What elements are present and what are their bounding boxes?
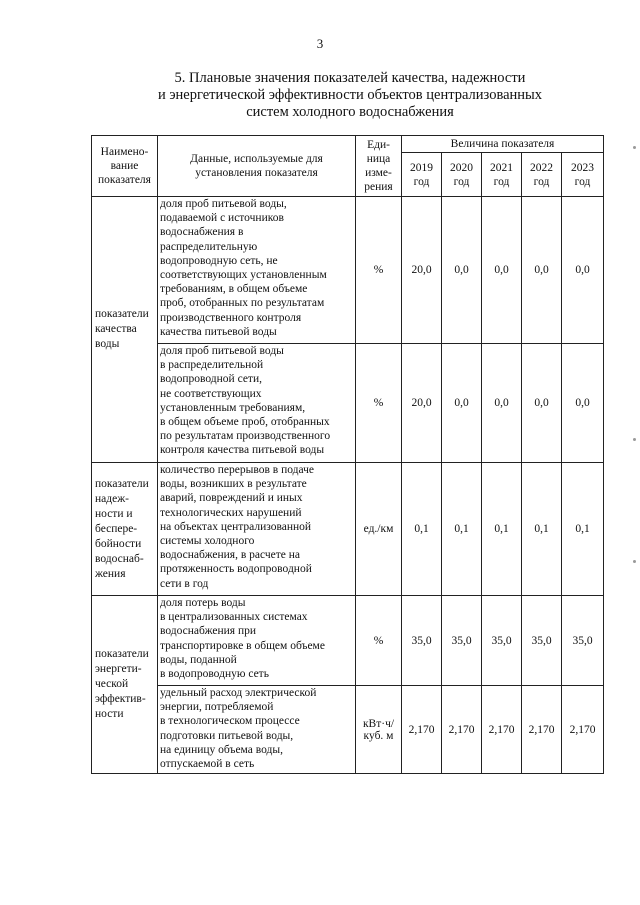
row-description: доля проб питьевой воды в распределительной водопроводной сети, не соответствующих установленным требованиям, в общем объеме проб, отобранных по результатам производственного контроля качества питьевой воды [158,344,356,463]
value-cell: 20,0 [402,344,442,463]
value-cell: 0,1 [562,463,604,596]
row-unit: % [356,197,402,344]
value-cell: 2,170 [482,686,522,774]
category-energy: показатели энергети- ческой эффектив- ности [92,596,158,774]
value-cell: 20,0 [402,197,442,344]
row-description: количество перерывов в подаче воды, возникших в результате аварий, повреждений и иных технологических нарушений на объектах централизованной системы холодного водоснабжения, в расчете на протяженность водопроводной сети в год [158,463,356,596]
scan-speck [633,560,636,563]
category-quality: показатели качества воды [92,197,158,463]
row-description: удельный расход электрической энергии, потребляемой в технологическом процессе подготовки питьевой воды, на единицу объема воды, отпускаемой в сеть [158,686,356,774]
table-row [92,686,604,774]
scan-speck [633,438,636,441]
value-cell: 0,0 [562,344,604,463]
header-year: 2023 год [562,153,604,197]
value-cell: 0,1 [482,463,522,596]
header-year: 2019 год [402,153,442,197]
value-cell: 35,0 [402,596,442,686]
header-year: 2022 год [522,153,562,197]
page-number: 3 [316,36,324,51]
value-cell: 0,0 [562,197,604,344]
value-cell: 35,0 [442,596,482,686]
header-year: 2021 год [482,153,522,197]
header-value-group: Величина показателя [402,136,604,153]
value-cell: 0,1 [522,463,562,596]
header-data-column: Данные, используемые для установления показателя [158,136,356,197]
value-cell: 0,0 [482,197,522,344]
table-row [92,596,604,686]
value-cell: 2,170 [442,686,482,774]
value-cell: 0,0 [522,197,562,344]
row-description: доля потерь воды в централизованных системах водоснабжения при транспортировке в общем объеме воды, поданной в водопроводную сеть [158,596,356,686]
header-year: 2020 год [442,153,482,197]
value-cell: 0,0 [442,197,482,344]
table-row [92,197,604,344]
value-cell: 2,170 [562,686,604,774]
indicators-table [91,135,604,774]
row-unit: % [356,344,402,463]
title-line: и энергетической эффективности объектов централизованных [157,87,543,103]
value-cell: 0,1 [442,463,482,596]
category-reliability: показатели надеж- ности и беспере- бойности водоснаб- жения [92,463,158,596]
title-line: 5. Плановые значения показателей качества, надежности [174,70,526,86]
header-unit-column: Еди- ница изме- рения [356,136,402,197]
row-unit: ед./км [356,463,402,596]
title-line: систем холодного водоснабжения [246,104,454,120]
value-cell: 0,0 [442,344,482,463]
table-row [92,344,604,463]
value-cell: 2,170 [522,686,562,774]
value-cell: 0,0 [482,344,522,463]
header-name-column: Наимено- вание показателя [92,136,158,197]
row-description: доля проб питьевой воды, подаваемой с источников водоснабжения в распределительную водопроводную сеть, не соответствующих установленным требованиям, в общем объеме проб, отобранных по результатам производственного контроля качества питьевой воды [158,197,356,344]
row-unit: % [356,596,402,686]
value-cell: 35,0 [482,596,522,686]
value-cell: 2,170 [402,686,442,774]
section-title [60,70,640,121]
value-cell: 0,1 [402,463,442,596]
value-cell: 35,0 [522,596,562,686]
value-cell: 0,0 [522,344,562,463]
value-cell: 35,0 [562,596,604,686]
table-row [92,463,604,596]
row-unit: кВт·ч/ куб. м [356,686,402,774]
scan-speck [633,146,636,149]
